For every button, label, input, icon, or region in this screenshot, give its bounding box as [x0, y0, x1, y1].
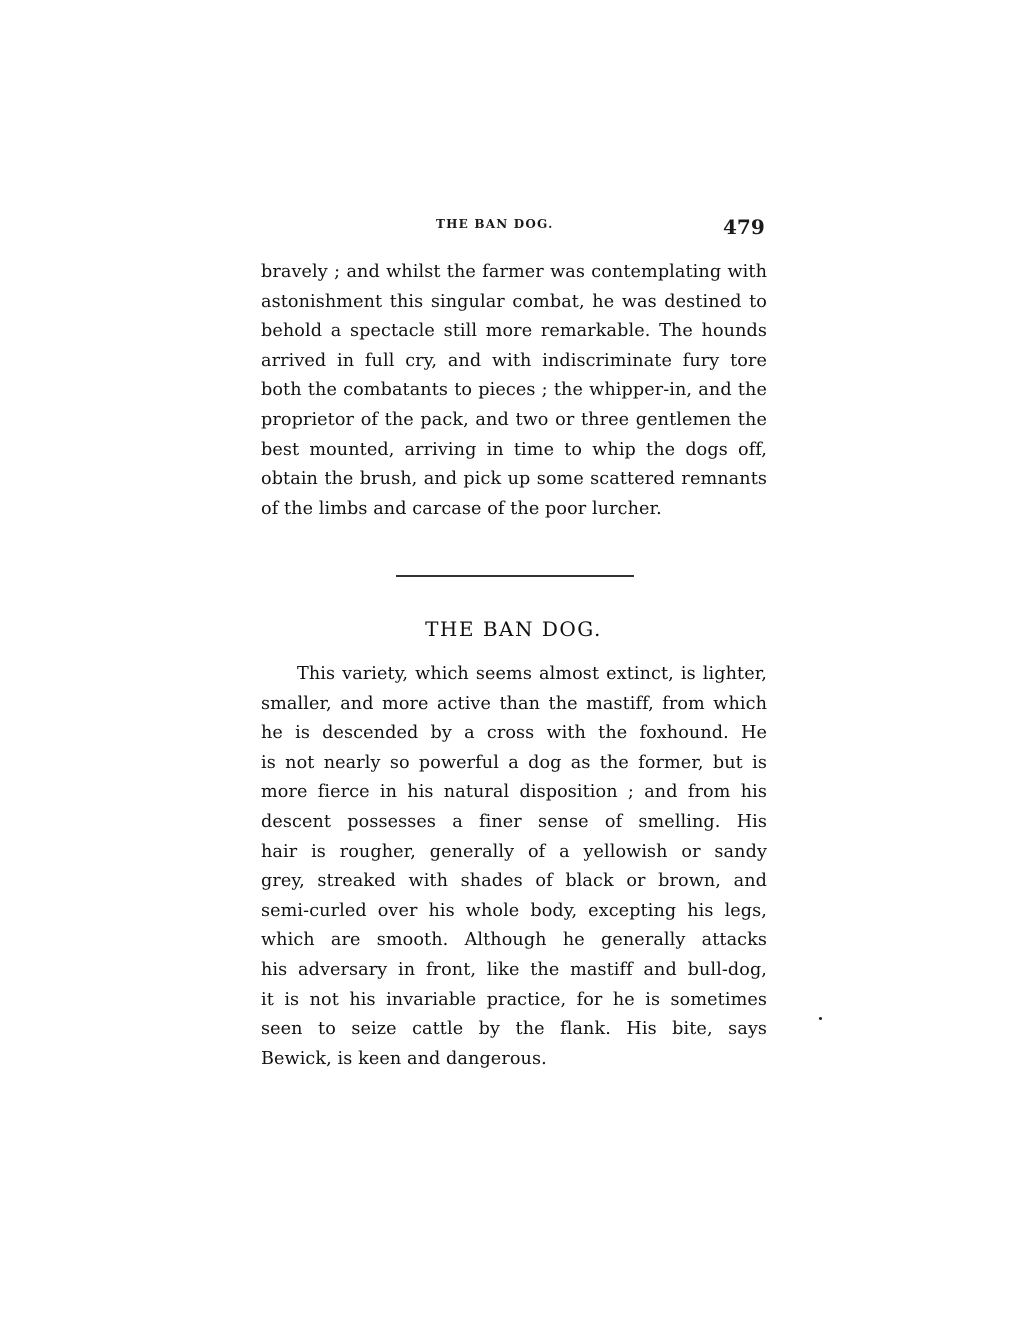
text-line: seen to seize cattle by the flank. His bite, says: [261, 1019, 767, 1040]
text-line: both the combatants to pieces ; the whipper-in, and the: [261, 380, 767, 401]
text-line: proprietor of the pack, and two or three gentlemen the: [261, 409, 767, 430]
running-header: [0, 215, 1033, 251]
paragraph-ban-dog: [261, 660, 767, 1074]
section-divider: [396, 575, 634, 577]
text-line: astonishment this singular combat, he was destined to: [261, 291, 767, 312]
text-line: smaller, and more active than the mastiff, from which: [261, 693, 767, 714]
text-line: hair is rougher, generally of a yellowish or sandy: [261, 841, 767, 862]
text-line: of the limbs and carcase of the poor lurcher.: [261, 498, 662, 519]
text-line: behold a spectacle still more remarkable. The hounds: [261, 321, 767, 342]
text-line: he is descended by a cross with the foxhound. He: [261, 723, 767, 744]
text-line: grey, streaked with shades of black or brown, and: [261, 871, 767, 892]
text-line: arrived in full cry, and with indiscriminate fury tore: [261, 350, 767, 371]
text-line: it is not his invariable practice, for he is sometimes: [261, 989, 767, 1010]
text-line: more fierce in his natural disposition ; and from his: [261, 782, 767, 803]
paragraph-continued: [261, 258, 767, 524]
text-line: semi-curled over his whole body, excepting his legs,: [261, 900, 767, 921]
text-line: descent possesses a finer sense of smelling. His: [261, 811, 767, 832]
section-heading-text: THE BAN DOG.: [425, 617, 602, 641]
text-line: obtain the brush, and pick up some scattered remnants: [261, 469, 767, 490]
text-line: best mounted, arriving in time to whip the dogs off,: [261, 439, 767, 460]
text-line: is not nearly so powerful a dog as the former, but is: [261, 752, 767, 773]
text-line: which are smooth. Although he generally attacks: [261, 930, 767, 951]
section-heading: [0, 614, 1033, 644]
text-line: This variety, which seems almost extinct, is lighter,: [297, 664, 767, 684]
text-line: bravely ; and whilst the farmer was contemplating with: [261, 262, 767, 282]
page-number: 479: [723, 215, 765, 239]
text-line: his adversary in front, like the mastiff and bull-dog,: [261, 959, 767, 980]
running-title: THE BAN DOG.: [436, 217, 554, 231]
text-line: Bewick, is keen and dangerous.: [261, 1048, 547, 1069]
ink-speck: [819, 1017, 822, 1020]
